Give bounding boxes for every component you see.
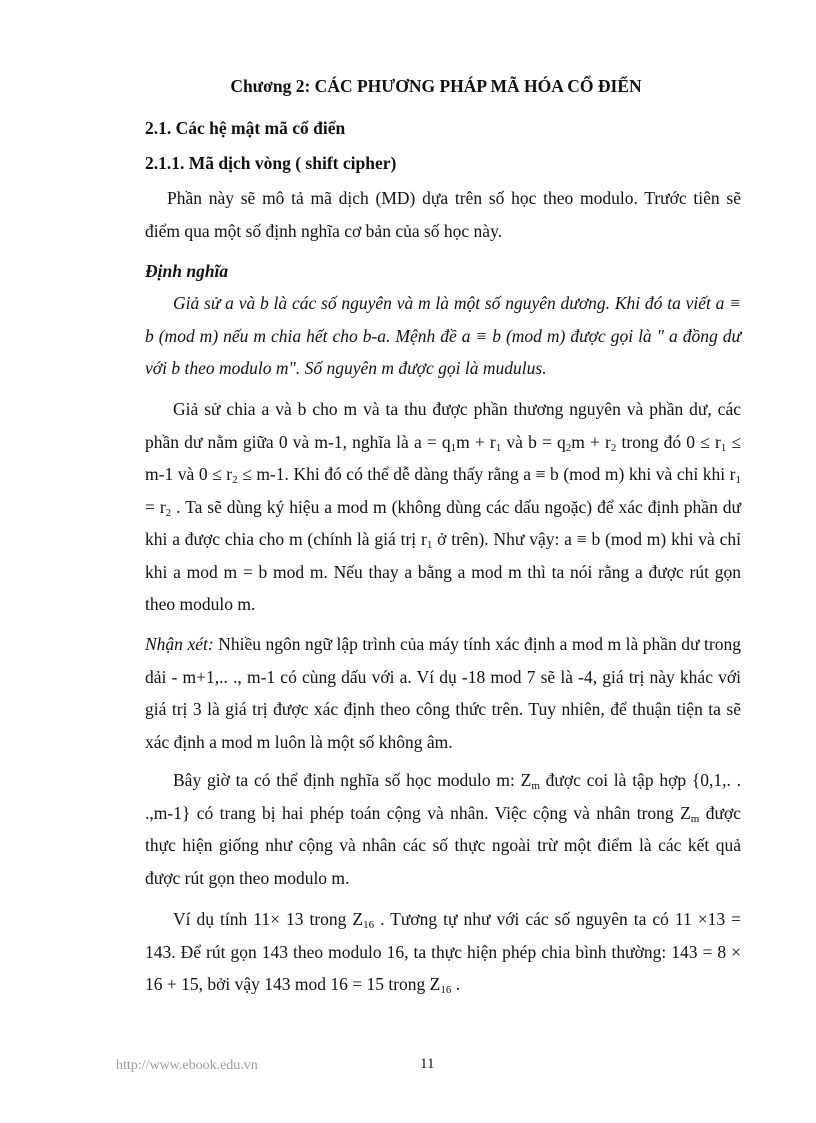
intro-paragraph bbox=[145, 182, 741, 247]
definition-block bbox=[145, 287, 741, 385]
chapter-title: Chương 2: CÁC PHƯƠNG PHÁP MÃ HÓA CỔ ĐIỂN bbox=[230, 76, 642, 96]
residue-paragraph bbox=[145, 393, 741, 621]
modulo-arithmetic-paragraph bbox=[145, 764, 741, 894]
subsection-heading: 2.1.1. Mã dịch vòng ( shift cipher) bbox=[145, 153, 397, 173]
definition-label-block bbox=[145, 255, 741, 288]
section-heading: 2.1. Các hệ mật mã cổ điển bbox=[145, 118, 346, 138]
residue-text: Giả sử chia a và b cho m và ta thu được phần thương nguyên và phần dư, các phần dư nằm giữa 0 và m-1, nghĩa là $a = q_1m + r_1$ và $b = q_2m + r_2$ trong đó $0 \le r_1 \le m-1$ và $0 \le r_2 \le m-1$. Khi đó có thể dễ dàng thấy rằng a ≡ b (mod m) khi và chỉ khi $r_1 = r_2$ . Ta sẽ dùng ký hiệu a mod m (không dùng các dấu ngoặc) để xác định phần dư khi a được chia cho m (chính là giá trị $r_1$ ở trên). Như vậy: a ≡ b (mod m) khi và chỉ khi a mod m = b mod m. Nếu thay a bằng a mod m thì ta nói rằng a được rút gọn theo modulo m. bbox=[145, 399, 742, 614]
intro-text: Phần này sẽ mô tả mã dịch (MD) dựa trên số học theo modulo. Trước tiên sẽ điểm qua một số định nghĩa cơ bản của số học này. bbox=[145, 188, 741, 241]
footer-url-link[interactable]: http://www.ebook.edu.vn bbox=[116, 1058, 258, 1073]
example-text: Ví dụ tính 11× 13 trong $Z_{16}$ . Tương tự như với các số nguyên ta có 11 ×13 = 143. Để rút gọn 143 theo modulo 16, ta thực hiện phép chia bình thường: 143 = 8 × 16 + 15, bởi vậy 143 mod 16 = 15 trong $Z_{16}$ . bbox=[145, 909, 741, 996]
remark-text: Nhận xét: Nhiều ngôn ngữ lập trình của máy tính xác định a mod m là phần dư trong dải - m+1,.. ., m-1 có cùng dấu với a. Ví dụ -18 mod 7 sẽ là -4, giá trị này khác với giá trị 3 là giá trị được xác định theo công thức trên. Tuy nhiên, để thuận tiện ta sẽ xác định a mod m luôn là một số không âm. bbox=[145, 634, 741, 752]
modulo-arithmetic-text: Bây giờ ta có thể định nghĩa số học modulo m: $Z_m$ được coi là tập hợp {0,1,. . .,m-1} có trang bị hai phép toán cộng và nhân. Việc cộng và nhân trong $Z_m$ được thực hiện giống như cộng và nhân các số thực ngoài trừ một điểm là các kết quả được rút gọn theo modulo m. bbox=[145, 770, 741, 888]
remark-paragraph bbox=[145, 628, 741, 758]
remark-label: Nhận xét: bbox=[145, 634, 214, 654]
page-number: 11 bbox=[420, 1056, 435, 1072]
definition-label: Định nghĩa bbox=[145, 261, 229, 281]
definition-text: Giả sử a và b là các số nguyên và m là một số nguyên dương. Khi đó ta viết a ≡ b (mod m) nếu m chia hết cho b-a. Mệnh đề a ≡ b (mod m) được gọi là " a đồng dư với b theo modulo m". Số nguyên m được gọi là mudulus. bbox=[145, 293, 741, 378]
example-paragraph bbox=[145, 903, 741, 1001]
